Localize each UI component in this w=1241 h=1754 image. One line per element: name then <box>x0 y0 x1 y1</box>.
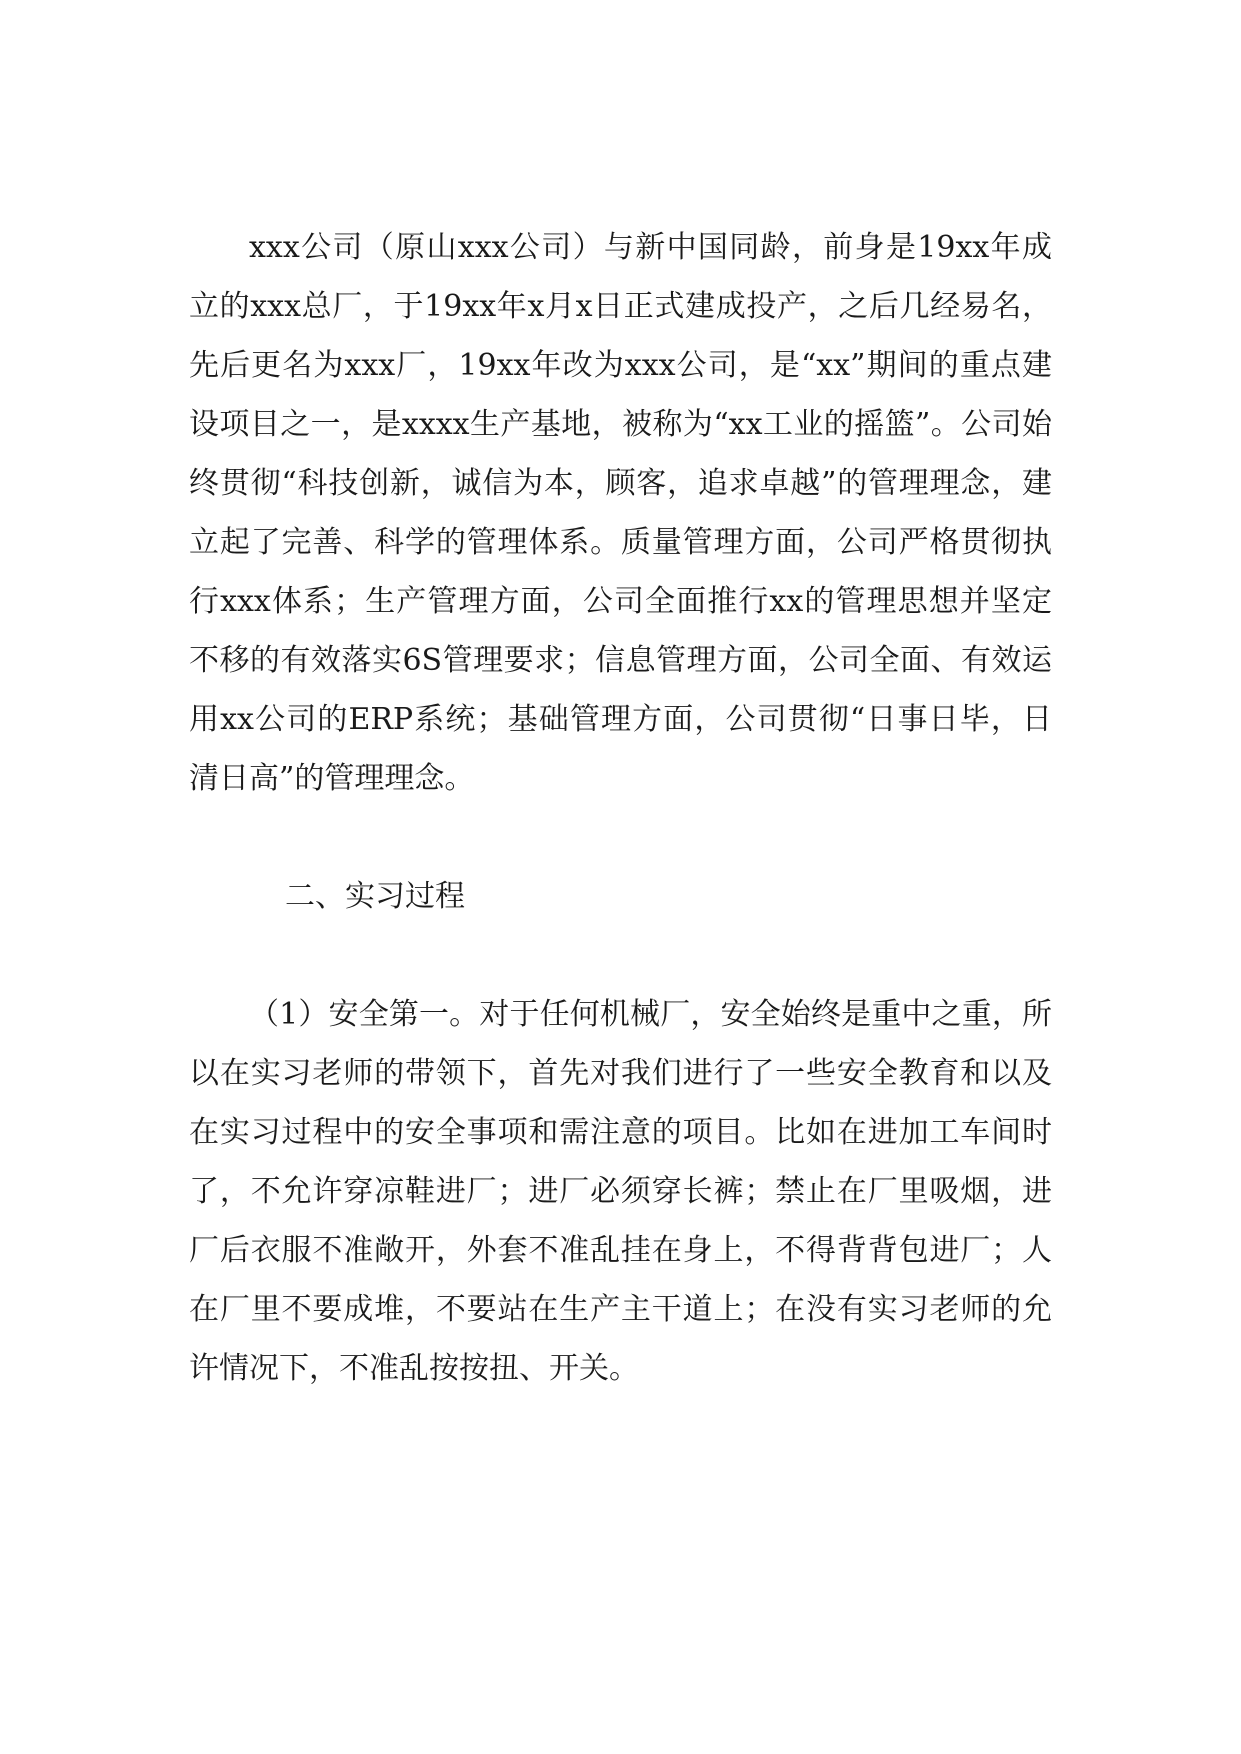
document-body <box>189 218 1052 1398</box>
paragraph-spacer <box>189 926 1052 985</box>
section-heading: 二、实习过程 <box>285 879 465 914</box>
safety-paragraph: （1）安全第一。对于任何机械厂，安全始终是重中之重，所以在实习老师的带领下，首先对我们进行了一些安全教育和以及在实习过程中的安全事项和需注意的项目。比如在进加工车间时了，不允许穿凉鞋进厂；进厂必须穿长裤；禁止在厂里吸烟，进厂后衣服不准敞开，外套不准乱挂在身上，不得背背包进厂；人在厂里不要成堆，不要站在生产主干道上；在没有实习老师的允许情况下，不准乱按按扭、开关。 <box>189 997 1052 1386</box>
company-intro-paragraph: xxx公司（原山xxx公司）与新中国同龄，前身是19xx年成立的xxx总厂，于19xx年x月x日正式建成投产，之后几经易名，先后更名为xxx厂，19xx年改为xxx公司，是“xx”期间的重点建设项目之一，是xxxx生产基地，被称为“xx工业的摇篮”。公司始终贯彻“科技创新，诚信为本，顾客，追求卓越”的管理理念，建立起了完善、科学的管理体系。质量管理方面，公司严格贯彻执行xxx体系；生产管理方面，公司全面推行xx的管理思想并坚定不移的有效落实6S管理要求；信息管理方面，公司全面、有效运用xx公司的ERP系统；基础管理方面，公司贯彻“日事日毕，日清日高”的管理理念。 <box>189 230 1052 796</box>
paragraph-spacer <box>189 808 1052 867</box>
